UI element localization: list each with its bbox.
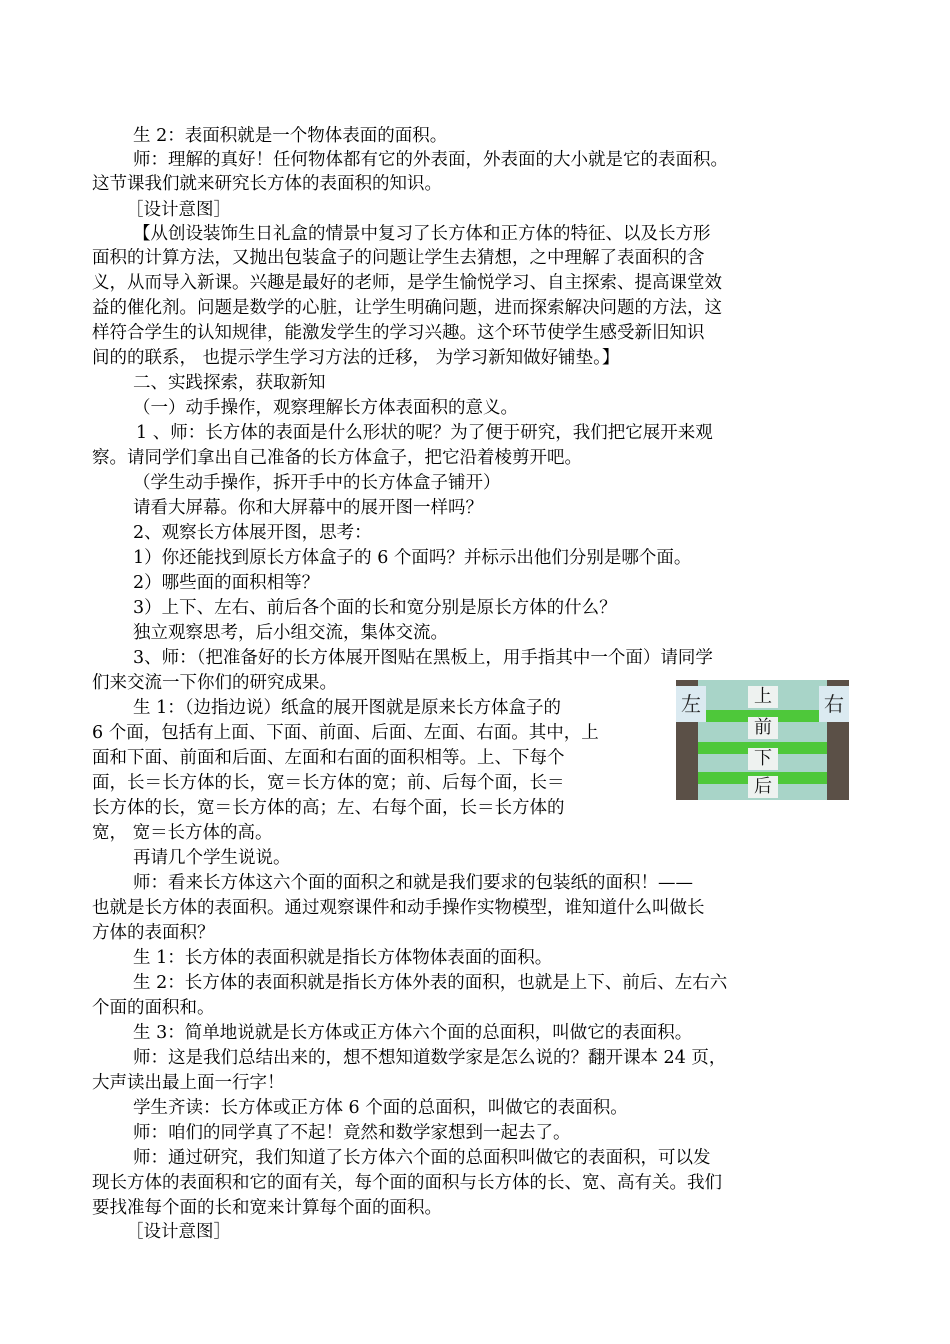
paragraph-line: 样符合学生的认知规律，能激发学生的学习兴趣。这个环节使学生感受新旧知识 (92, 323, 705, 343)
paragraph-line: 学生齐读：长方体或正方体 6 个面的总面积，叫做它的表面积。 (133, 1098, 628, 1118)
paragraph-line: 益的催化剂。问题是数学的心脏，让学生明确问题，进而探索解决问题的方法，这 (92, 298, 722, 318)
paragraph-line: 6 个面，包括有上面、下面、前面、后面、左面、右面。其中，上 (92, 723, 599, 743)
paragraph-line: 现长方体的表面积和它的面有关，每个面的面积与长方体的长、宽、高有关。我们 (92, 1173, 722, 1193)
face-back-label: 后 (748, 776, 778, 798)
paragraph-line: 生 3：简单地说就是长方体或正方体六个面的总面积，叫做它的表面积。 (133, 1023, 693, 1043)
paragraph-line: 长方体的长，宽＝长方体的高；左、右每个面，长＝长方体的 (92, 798, 565, 818)
paragraph-line: 【从创设装饰生日礼盒的情景中复习了长方体和正方体的特征、以及长方形 (133, 224, 711, 244)
paragraph-line: 师：咱们的同学真了不起！竟然和数学家想到一起去了。 (133, 1123, 571, 1143)
paragraph-line: 面和下面、前面和后面、左面和右面的面积相等。上、下每个 (92, 748, 565, 768)
face-bottom-label: 下 (748, 748, 778, 770)
paragraph-line: 生 2：长方体的表面积就是指长方体外表的面积，也就是上下、前后、左右六 (133, 973, 728, 993)
section-heading: ［设计意图］ (126, 200, 231, 220)
paragraph-line: 要找准每个面的长和宽来计算每个面的面积。 (92, 1198, 442, 1218)
paragraph-line: 生 2：表面积就是一个物体表面的面积。 (133, 126, 448, 146)
paragraph-line: 方体的表面积？ (92, 923, 215, 943)
paragraph-line: 2）哪些面的面积相等？ (133, 573, 320, 593)
paragraph-line: 1 、师：长方体的表面是什么形状的呢？为了便于研究，我们把它展开来观 (136, 423, 713, 443)
paragraph-line: 再请几个学生说说。 (133, 848, 291, 868)
paragraph-line: （学生动手操作，拆开手中的长方体盒子铺开） (133, 473, 501, 493)
box-net-photo (676, 680, 849, 800)
subsection-heading: （一）动手操作，观察理解长方体表面积的意义。 (133, 398, 518, 418)
paragraph-line: 师：理解的真好！任何物体都有它的外表面，外表面的大小就是它的表面积。 (133, 150, 728, 170)
section-heading: ［设计意图］ (126, 1222, 231, 1242)
face-front-label: 前 (748, 717, 778, 739)
paragraph-line: 师：通过研究，我们知道了长方体六个面的总面积叫做它的表面积，可以发 (133, 1148, 711, 1168)
paragraph-line: 义，从而导入新课。兴趣是最好的老师，是学生愉悦学习、自主探索、提高课堂效 (92, 273, 722, 293)
paragraph-line: 察。请同学们拿出自己准备的长方体盒子，把它沿着棱剪开吧。 (92, 448, 582, 468)
paragraph-line: 2、观察长方体展开图，思考： (133, 523, 372, 543)
paragraph-line: 3）上下、左右、前后各个面的长和宽分别是原长方体的什么？ (133, 598, 617, 618)
face-left-label: 左 (676, 686, 706, 722)
paragraph-line: 师：这是我们总结出来的，想不想知道数学家是怎么说的？翻开课本 24 页， (133, 1048, 727, 1068)
paragraph-line: 面，长＝长方体的长，宽＝长方体的宽；前、后每个面，长＝ (92, 773, 565, 793)
face-top-label: 上 (748, 686, 778, 708)
paragraph-line: 们来交流一下你们的研究成果。 (92, 673, 337, 693)
paragraph-line: 独立观察思考，后小组交流，集体交流。 (133, 623, 448, 643)
paragraph-line: 宽， 宽＝长方体的高。 (92, 823, 273, 843)
paragraph-line: 1）你还能找到原长方体盒子的 6 个面吗？并标示出他们分别是哪个面。 (133, 548, 692, 568)
paragraph-line: 也就是长方体的表面积。通过观察课件和动手操作实物模型，谁知道什么叫做长 (92, 898, 705, 918)
section-heading: 二、实践探索，获取新知 (133, 373, 326, 393)
paragraph-line: 间的的联系， 也提示学生学习方法的迁移， 为学习新知做好铺垫。】 (92, 348, 620, 368)
paragraph-line: 个面的面积和。 (92, 998, 215, 1018)
paragraph-line: 师：看来长方体这六个面的面积之和就是我们要求的包装纸的面积！—— (133, 873, 693, 893)
paragraph-line: 大声读出最上面一行字！ (92, 1073, 285, 1093)
paragraph-line: 生 1：长方体的表面积就是指长方体物体表面的面积。 (133, 948, 553, 968)
paragraph-line: 3、师：（把准备好的长方体展开图贴在黑板上，用手指其中一个面）请同学 (133, 648, 713, 668)
paragraph-line: 生 1：（边指边说）纸盒的展开图就是原来长方体盒子的 (133, 698, 561, 718)
face-right-label: 右 (819, 686, 849, 722)
paragraph-line: 这节课我们就来研究长方体的表面积的知识。 (92, 174, 442, 194)
paragraph-line: 请看大屏幕。你和大屏幕中的展开图一样吗？ (133, 498, 483, 518)
paragraph-line: 面积的计算方法，又抛出包装盒子的问题让学生去猜想，之中理解了表面积的含 (92, 248, 705, 268)
